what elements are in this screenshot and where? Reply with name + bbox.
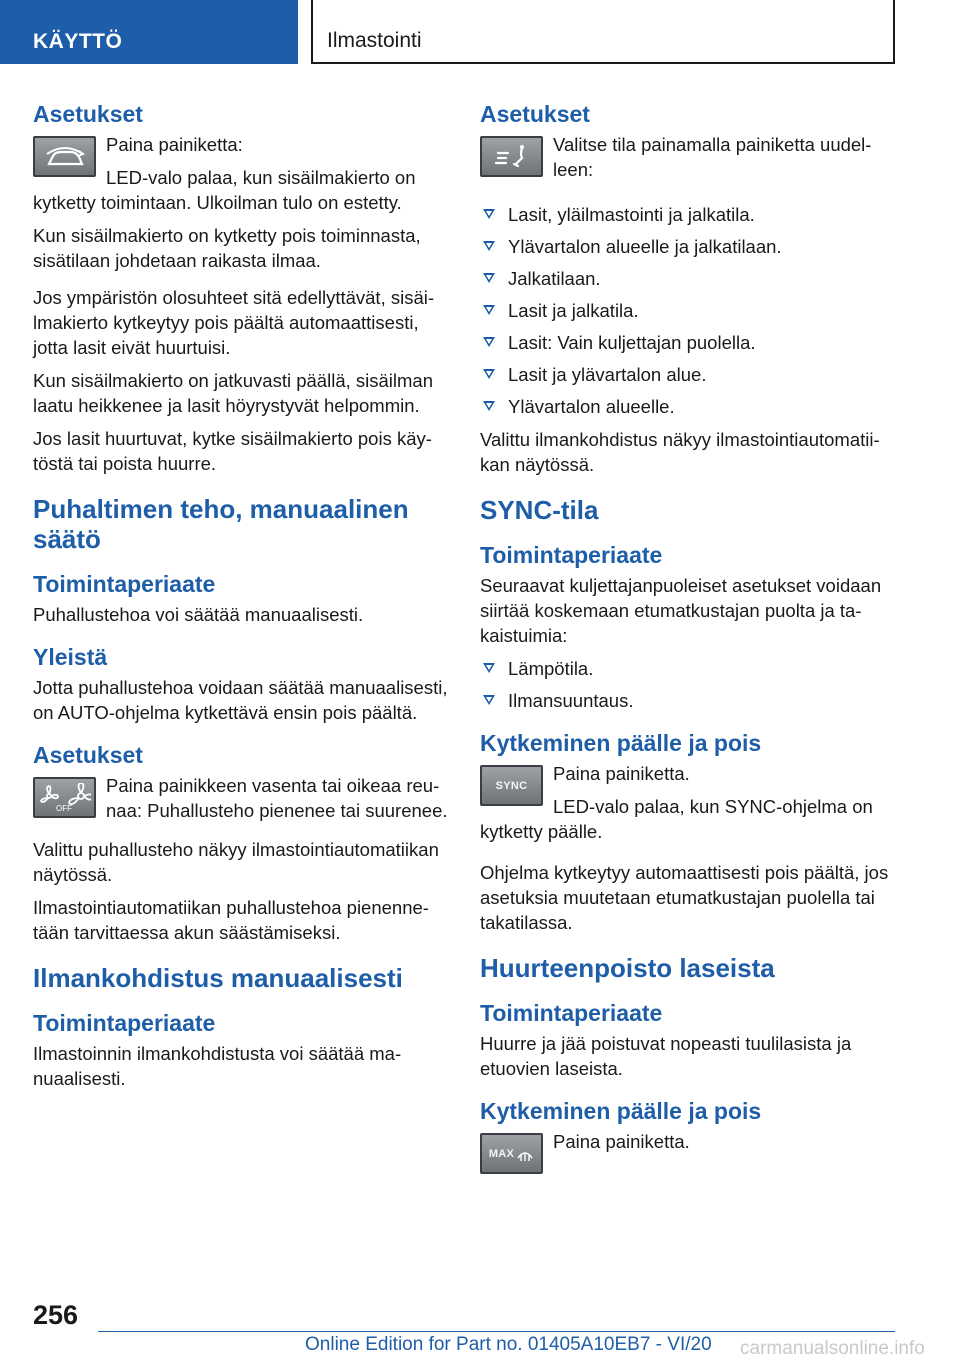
sync-button-icon — [480, 765, 543, 806]
bullet-triangle-icon — [483, 401, 495, 411]
chapter-title: Ilmastointi — [327, 29, 422, 52]
list-item: Lämpötila. — [480, 656, 896, 681]
paragraph: Valittu puhallusteho näkyy ilmastointiautomatiikan näytössä. — [33, 839, 439, 885]
list-item: Lasit, yläilmastointi ja jalkatila. — [480, 202, 896, 227]
max-button-label: MAX — [488, 1147, 515, 1160]
paragraph: Paina painiketta. — [553, 763, 690, 784]
right-column — [480, 100, 896, 1178]
paragraph: Ilmastointiautomatiikan puhallustehoa pienennetään tarvittaessa akun säästämiseksi. — [33, 897, 429, 943]
paragraph: Valittu ilmankohdistus näkyy ilmastointiautomatiikan näytössä. — [480, 429, 880, 475]
list-item: Ylävartalon alueelle ja jalkatilaan. — [480, 234, 896, 259]
heading-toimintaperiaate: Toimintaperiaate — [480, 542, 663, 568]
footer-divider — [98, 1331, 895, 1332]
heading-asetukset: Asetukset — [480, 101, 590, 127]
heading-kytkeminen: Kytkeminen päälle ja pois — [480, 1098, 762, 1124]
page-number: 256 — [33, 1300, 79, 1330]
chapter-tab — [311, 0, 895, 64]
paragraph: Huurre ja jää poistuvat nopeasti tuulilasista ja etuovien laseista. — [480, 1033, 852, 1079]
list-item: Ylävartalon alueelle. — [480, 394, 896, 419]
heading-asetukset: Asetukset — [33, 742, 143, 768]
paragraph: Jos lasit huurtuvat, kytke sisäilmakierto pois käytöstä tai poista huurre. — [33, 428, 432, 474]
left-column — [33, 100, 449, 1099]
paragraph: Paina painiketta. — [553, 1131, 690, 1152]
sync-button-label: SYNC — [495, 779, 528, 792]
heading-huurteenpoisto: Huurteenpoisto laseista — [480, 953, 775, 983]
list-item: Lasit ja ylävartalon alue. — [480, 362, 896, 387]
paragraph: Valitse tila painamalla painiketta uudelleen: — [553, 134, 872, 180]
mode-list — [480, 202, 896, 419]
list-item: Jalkatilaan. — [480, 266, 896, 291]
paragraph: Paina painiketta: — [106, 134, 243, 155]
list-item: Lasit ja jalkatila. — [480, 298, 896, 323]
heading-yleista: Yleistä — [33, 644, 108, 670]
heading-asetukset: Asetukset — [33, 101, 143, 127]
air-distribution-button-icon — [480, 136, 543, 177]
section-tab — [0, 0, 298, 64]
heading-puhallin: Puhaltimen teho, manuaalinen säätö — [33, 494, 409, 554]
paragraph: Paina painikkeen vasenta tai oikeaa reunaa: Puhallusteho pienenee tai suurenee. — [106, 775, 448, 821]
watermark: carmanualsonline.info — [740, 1338, 925, 1359]
edition-text: Online Edition for Part no. 01405A10EB7 - VI/20 — [305, 1334, 712, 1355]
fan-off-label: OFF — [55, 803, 72, 813]
recirculation-button-icon — [33, 136, 96, 177]
paragraph: Kun sisäilmakierto on kytketty pois toiminnasta, sisätilaan johdetaan raikasta ilmaa. — [33, 225, 421, 271]
bullet-triangle-icon — [483, 241, 495, 251]
heading-sync: SYNC-tila — [480, 495, 599, 525]
heading-toimintaperiaate: Toimintaperiaate — [33, 1010, 216, 1036]
bullet-triangle-icon — [483, 305, 495, 315]
list-item: Ilmansuuntaus. — [480, 688, 896, 713]
paragraph: LED-valo palaa, kun sisäilmakierto on kytketty toimintaan. Ulkoilman tulo on estetty. — [33, 167, 416, 213]
paragraph: Ohjelma kytkeytyy automaattisesti pois päältä, jos asetuksia muutetaan etumatkustajan puolella tai takatilassa. — [480, 862, 889, 933]
paragraph: Seuraavat kuljettajanpuoleiset asetukset voidaan siirtää koskemaan etumatkustajan puolta ja takaistuimia: — [480, 575, 882, 646]
bullet-triangle-icon — [483, 273, 495, 283]
bullet-triangle-icon — [483, 209, 495, 219]
heading-toimintaperiaate: Toimintaperiaate — [33, 571, 216, 597]
heading-kytkeminen: Kytkeminen päälle ja pois — [480, 730, 762, 756]
bullet-triangle-icon — [483, 337, 495, 347]
paragraph: Puhallustehoa voi säätää manuaalisesti. — [33, 604, 364, 625]
bullet-triangle-icon — [483, 663, 495, 673]
paragraph: Ilmastoinnin ilmankohdistusta voi säätää manuaalisesti. — [33, 1043, 402, 1089]
paragraph: Jos ympäristön olosuhteet sitä edellyttävät, sisäilmakierto kytkeytyy pois päältä automaattisesti, jotta lasit eivät huurtuisi. — [33, 287, 435, 358]
paragraph: LED-valo palaa, kun SYNC-ohjelma on kytketty päälle. — [480, 796, 873, 842]
heading-toimintaperiaate: Toimintaperiaate — [480, 1000, 663, 1026]
max-defrost-button-icon — [480, 1133, 543, 1174]
list-item: Lasit: Vain kuljettajan puolella. — [480, 330, 896, 355]
bullet-triangle-icon — [483, 695, 495, 705]
paragraph: Jotta puhallustehoa voidaan säätää manuaalisesti, on AUTO-ohjelma kytkettävä ensin pois päältä. — [33, 677, 448, 723]
heading-ilmankohdistus: Ilmankohdistus manuaalisesti — [33, 963, 403, 993]
sync-list — [480, 656, 896, 713]
fan-button-icon — [33, 777, 96, 818]
bullet-triangle-icon — [483, 369, 495, 379]
paragraph: Kun sisäilmakierto on jatkuvasti päällä, sisäilman laatu heikkenee ja lasit höyrystyvät helpommin. — [33, 370, 433, 416]
section-title: KÄYTTÖ — [33, 30, 123, 53]
